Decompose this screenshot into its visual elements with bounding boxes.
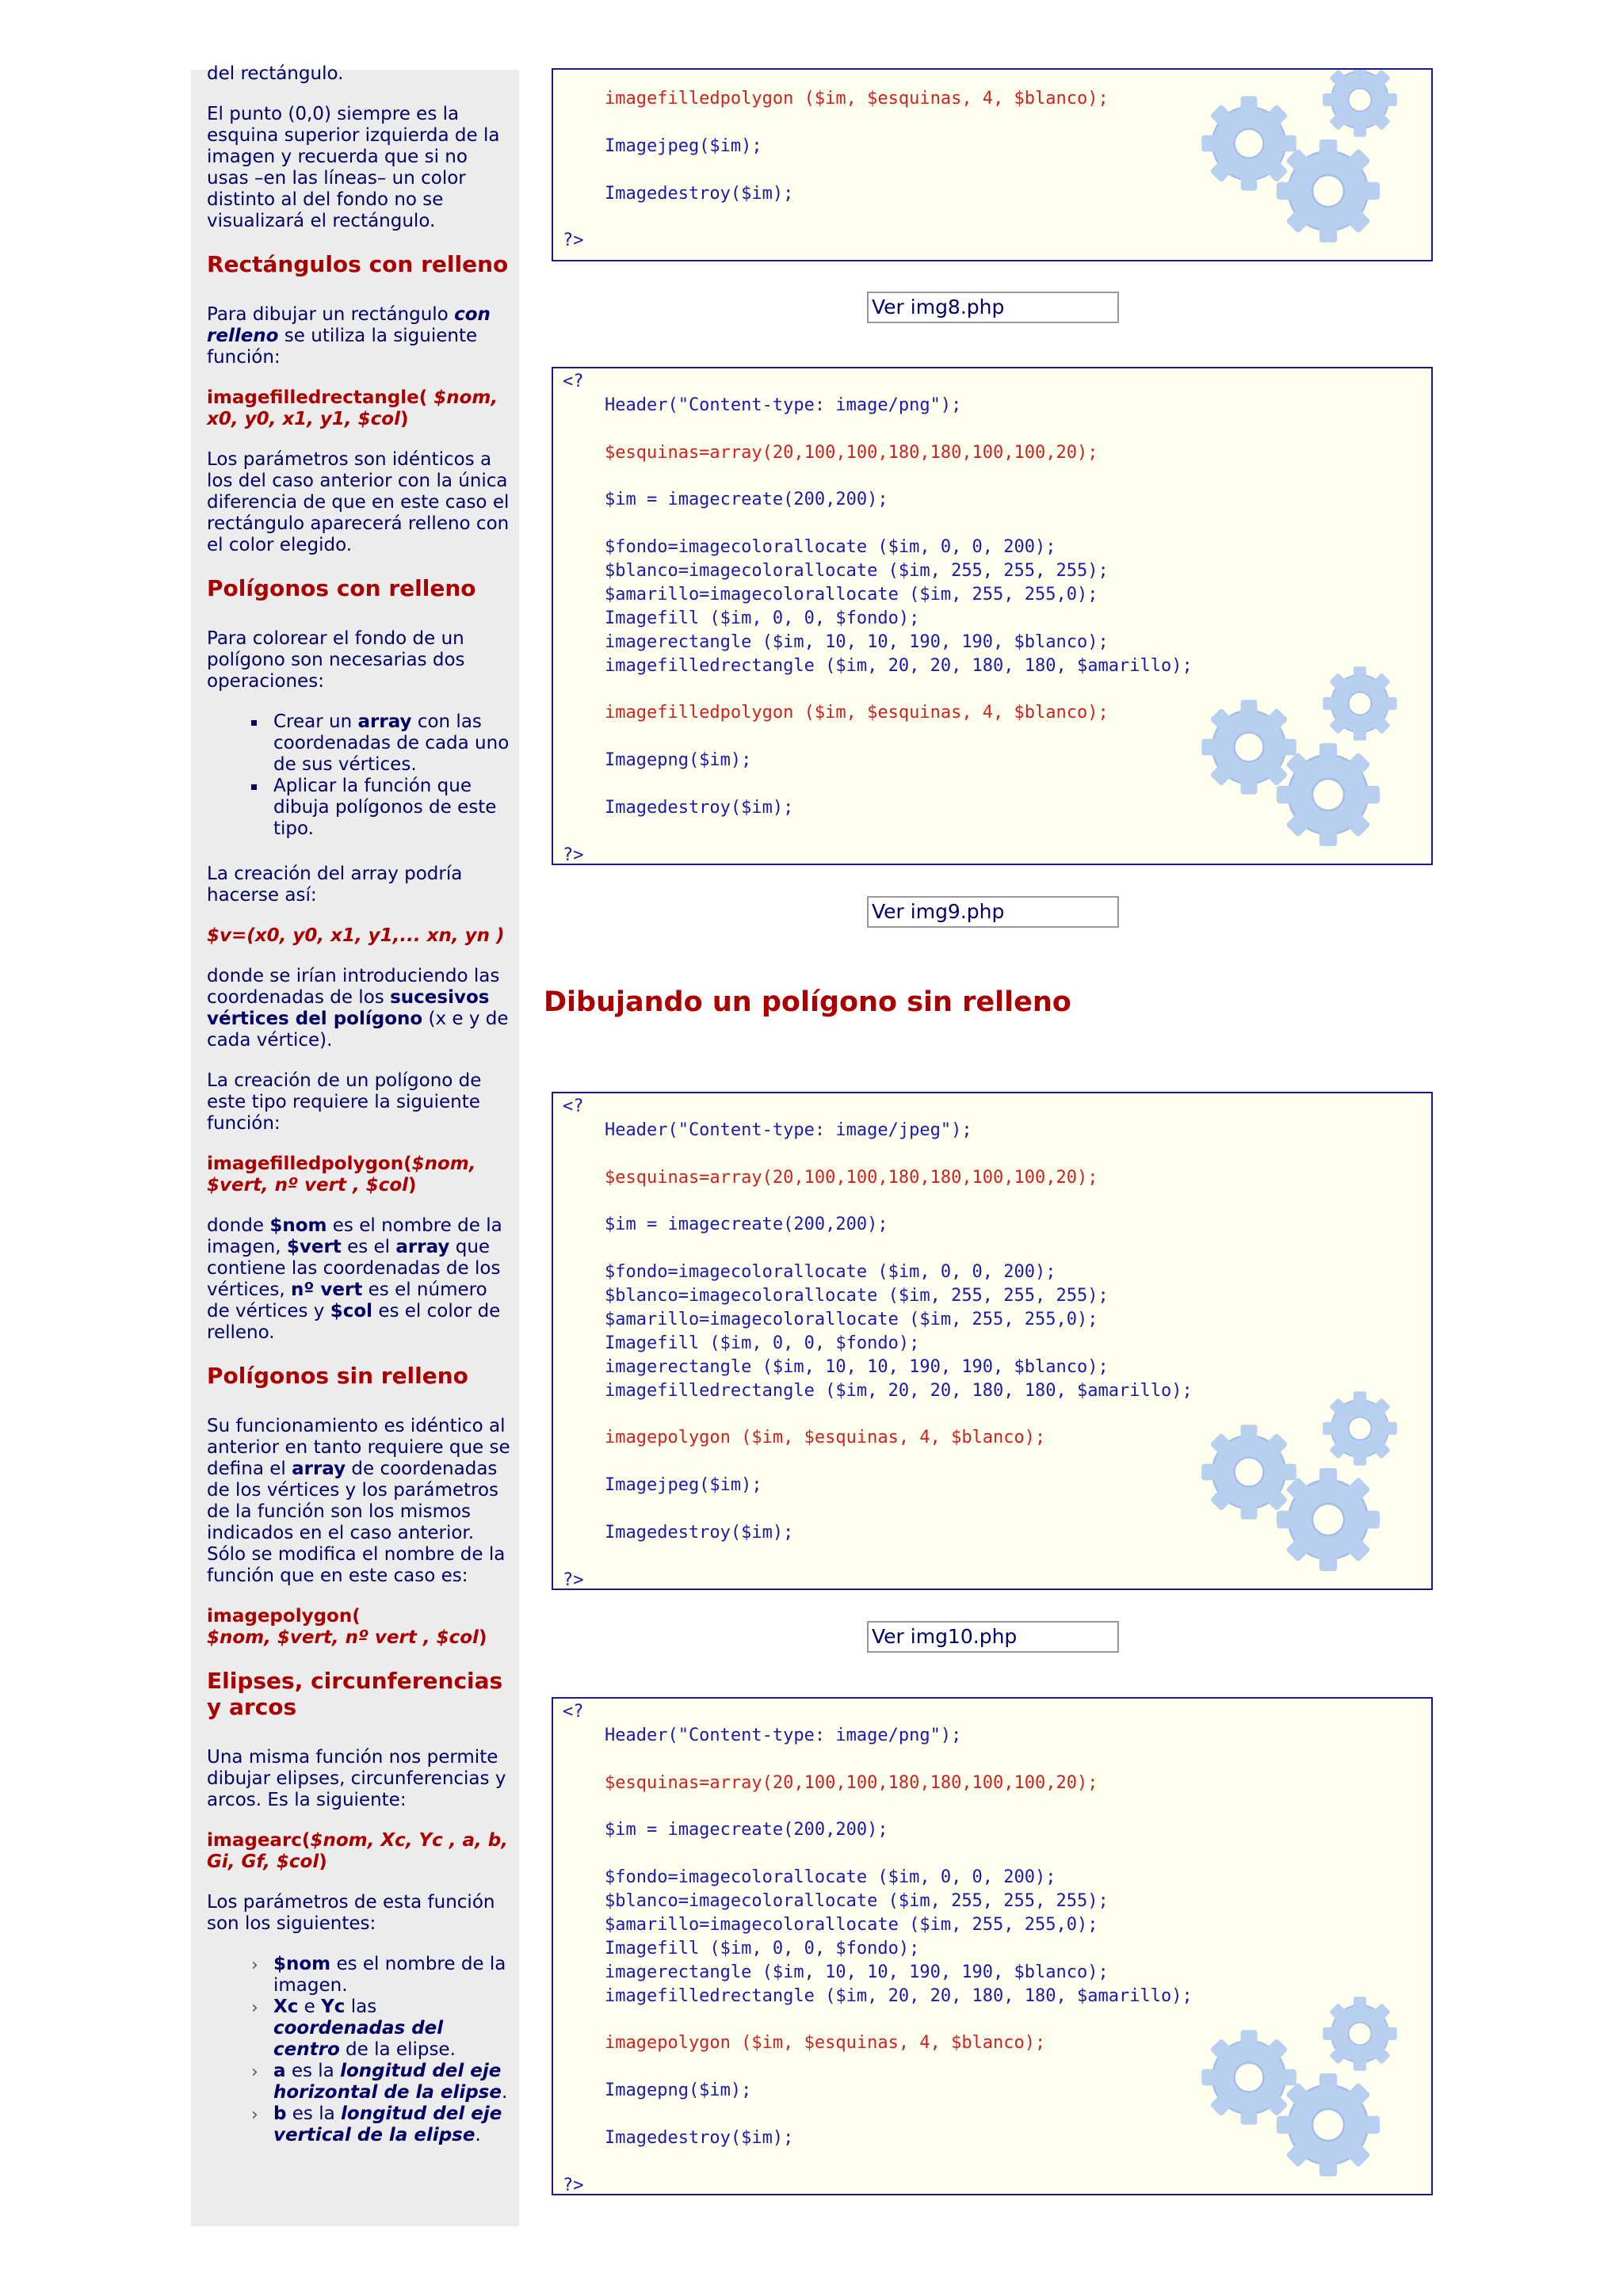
code-line xyxy=(563,1190,1431,1214)
text: (x e y de cada vértice). xyxy=(207,1009,509,1051)
paragraph-origin: El punto (0,0) siempre es la esquina superior izquierda de la imagen y recuerda que si no usas –en las líneas– un color distinto al del fondo no se visualizará el rectángulo. xyxy=(207,104,500,231)
code-line: $blanco=imagecolorallocate ($im, 255, 255, 255); xyxy=(563,1286,1109,1306)
code-line: <? xyxy=(563,372,584,391)
code-line: $fondo=imagecolorallocate ($im, 0, 0, 200); xyxy=(563,537,1056,558)
function-args: $nom, $vert, nº vert , $col xyxy=(207,1627,479,1648)
text: con las coordenadas de cada uno de sus vértices. xyxy=(273,711,510,775)
paragraph-arc-params: Los parámetros de esta función son los siguientes: xyxy=(207,1892,495,1934)
text: Crear un xyxy=(273,711,358,732)
code-line: imagefilledpolygon ($im, $esquinas, 4, $blanco); xyxy=(563,89,1109,109)
code-line: Imagefill ($im, 0, 0, $fondo); xyxy=(563,608,920,628)
code-line: $im = imagecreate(200,200); xyxy=(563,1215,888,1235)
function-signature-polygon xyxy=(207,1606,511,1649)
code-block-1 xyxy=(552,68,1433,261)
text-strong: sucesivos vértices del polígono xyxy=(207,987,490,1029)
text-strong: array xyxy=(292,1459,346,1479)
heading-ellipse: Elipses, circunferencias y arcos xyxy=(207,1668,503,1720)
paragraph-poly-intro: Para colorear el fondo de un polígono son necesarias dos operaciones: xyxy=(207,628,465,692)
list-item xyxy=(273,1954,511,1997)
function-args: $nom, Xc, Yc , a, b, Gi, Gf, $col xyxy=(207,1830,508,1872)
text: Aplicar la función que dibuja polígonos de este tipo. xyxy=(273,776,497,839)
text: es el número de vértices y xyxy=(207,1280,487,1322)
text: es el color de relleno. xyxy=(207,1301,501,1343)
function-close: ) xyxy=(319,1852,327,1872)
poly-steps-list xyxy=(207,711,511,840)
code-line xyxy=(563,1842,1431,1866)
array-formula xyxy=(207,925,511,947)
code-line: $esquinas=array(20,100,100,180,180,100,100,20); xyxy=(563,1772,1098,1793)
list-item xyxy=(273,1997,511,2061)
code-line: ?> xyxy=(563,2175,584,2195)
arc-params-list xyxy=(207,1954,511,2146)
code-line: Imagedestroy($im); xyxy=(563,183,794,204)
text-strong: b xyxy=(273,2103,287,2124)
function-args: $nom, $vert, nº vert , $col xyxy=(207,1154,476,1196)
code-line: $amarillo=imagecolorallocate ($im, 255, 255,0); xyxy=(563,585,1098,605)
paragraph-nofill xyxy=(207,1416,511,1587)
code-line xyxy=(563,1142,1431,1166)
code-line: Imagedestroy($im); xyxy=(563,1523,794,1543)
paragraph-rect-fill xyxy=(207,304,511,368)
function-signature-imagearc xyxy=(207,1830,511,1873)
text: es la xyxy=(286,2103,342,2124)
function-signature-filledpolygon xyxy=(207,1154,511,1196)
code-line: $im = imagecreate(200,200); xyxy=(563,1820,888,1840)
text: de la elipse. xyxy=(339,2039,456,2060)
code-line: ?> xyxy=(563,845,584,865)
paragraph-top: del rectángulo. xyxy=(207,63,344,84)
text: Para dibujar un rectángulo xyxy=(207,304,455,325)
text: donde se irían introduciendo las coordenadas de los xyxy=(207,966,500,1008)
function-name: imagefilledpolygon( xyxy=(207,1154,412,1174)
text-strong: array xyxy=(395,1237,450,1257)
function-close: ) xyxy=(399,409,409,429)
gears-icon xyxy=(1193,1381,1423,1579)
text: . xyxy=(501,2082,508,2103)
function-name: imagearc( xyxy=(207,1830,311,1851)
paragraph-array xyxy=(207,966,511,1051)
section-title: Dibujando un polígono sin relleno xyxy=(544,986,1071,1018)
text-emphasis: con relleno xyxy=(207,304,491,346)
text-strong: $nom xyxy=(273,1954,331,1974)
text: . xyxy=(475,2125,481,2145)
code-line: Imagedestroy($im); xyxy=(563,2128,794,2149)
text: se utiliza la siguiente función: xyxy=(207,326,478,368)
function-signature-filledrectangle xyxy=(207,387,511,430)
code-line: imagefilledrectangle ($im, 20, 20, 180, 180, $amarillo); xyxy=(563,1985,1193,2006)
code-line xyxy=(563,1795,1431,1819)
code-line: Imagedestroy($im); xyxy=(563,798,794,818)
heading-poly-nofill: Polígonos sin relleno xyxy=(207,1363,468,1389)
code-line: imagerectangle ($im, 10, 10, 190, 190, $blanco); xyxy=(563,1356,1109,1377)
code-line: $esquinas=array(20,100,100,180,180,100,100,20); xyxy=(563,442,1098,463)
code-line: imagefilledrectangle ($im, 20, 20, 180, 180, $amarillo); xyxy=(563,1380,1193,1401)
paragraph-poly-func-intro: La creación de un polígono de este tipo requiere la siguiente función: xyxy=(207,1070,482,1134)
code-line xyxy=(563,1748,1431,1772)
view-img9-button[interactable]: Ver img9.php xyxy=(867,896,1119,928)
view-img8-button[interactable]: Ver img8.php xyxy=(867,292,1119,323)
code-line: $blanco=imagecolorallocate ($im, 255, 255, 255); xyxy=(563,561,1109,582)
sidebar xyxy=(191,63,519,2226)
text-strong: coordenadas del centro xyxy=(273,2018,444,2060)
code-line: imagefilledrectangle ($im, 20, 20, 180, 180, $amarillo); xyxy=(563,655,1193,676)
code-line: $amarillo=imagecolorallocate ($im, 255, 255,0); xyxy=(563,1915,1098,1936)
view-img10-button[interactable]: Ver img10.php xyxy=(867,1621,1119,1653)
code-line: $esquinas=array(20,100,100,180,180,100,100,20); xyxy=(563,1167,1098,1188)
code-line: Imagefill ($im, 0, 0, $fondo); xyxy=(563,1938,920,1958)
code-line: Imagefill ($im, 0, 0, $fondo); xyxy=(563,1333,920,1353)
gears-icon xyxy=(1193,1986,1423,2184)
code-line: Imagejpeg($im); xyxy=(563,1475,762,1496)
list-item xyxy=(273,711,511,776)
code-line: Header("Content-type: image/png"); xyxy=(563,1725,962,1745)
list-item xyxy=(273,2061,511,2103)
code-line: <? xyxy=(563,1702,584,1722)
code-line: $fondo=imagecolorallocate ($im, 0, 0, 200); xyxy=(563,1867,1056,1888)
function-name: imagefilledrectangle( xyxy=(207,387,434,408)
paragraph-ellipse: Una misma función nos permite dibujar elipses, circunferencias y arcos. Es la siguiente: xyxy=(207,1747,506,1810)
paragraph-params-desc xyxy=(207,1215,511,1344)
gears-icon xyxy=(1193,656,1423,854)
code-line: imagerectangle ($im, 10, 10, 190, 190, $blanco); xyxy=(563,631,1109,652)
text-strong: array xyxy=(357,711,412,732)
list-item xyxy=(273,776,511,840)
text-strong: $col xyxy=(330,1301,373,1322)
function-close: ) xyxy=(478,1627,487,1648)
text: es el nombre de la imagen, xyxy=(207,1215,502,1257)
heading-rect-fill: Rectángulos con relleno xyxy=(207,251,509,277)
code-block-2 xyxy=(552,367,1433,865)
code-block-3 xyxy=(552,1092,1433,1590)
code-line: ?> xyxy=(563,231,584,251)
code-line xyxy=(563,465,1431,489)
function-name: imagepolygon( xyxy=(207,1606,361,1627)
code-line: $amarillo=imagecolorallocate ($im, 255, 255,0); xyxy=(563,1310,1098,1330)
text-strong: longitud del eje horizontal de la elipse xyxy=(273,2061,502,2103)
text: e xyxy=(298,1997,322,2017)
code-line: imagepolygon ($im, $esquinas, 4, $blanco); xyxy=(563,1428,1046,1448)
code-line xyxy=(563,418,1431,441)
code-line: Header("Content-type: image/png"); xyxy=(563,395,962,415)
text: que contiene las coordenadas de los vértices, xyxy=(207,1237,501,1300)
paragraph-array-intro: La creación del array podría hacerse así: xyxy=(207,864,463,906)
code-line: Imagepng($im); xyxy=(563,750,752,771)
code-line: Header("Content-type: image/jpeg"); xyxy=(563,1119,972,1140)
text: donde xyxy=(207,1215,270,1236)
text: Su funcionamiento es idéntico al anterior en tanto requiere que se defina el xyxy=(207,1416,510,1479)
text-strong: $vert xyxy=(286,1237,342,1257)
code-line: $blanco=imagecolorallocate ($im, 255, 255, 255); xyxy=(563,1891,1109,1912)
code-line: $fondo=imagecolorallocate ($im, 0, 0, 200); xyxy=(563,1262,1056,1283)
text: es el nombre de la imagen. xyxy=(273,1954,506,1996)
code-line: Imagepng($im); xyxy=(563,2081,752,2101)
text-strong: nº vert xyxy=(291,1280,363,1300)
gears-icon xyxy=(1193,68,1423,250)
text-strong: Yc xyxy=(321,1997,346,2017)
code-line: $im = imagecreate(200,200); xyxy=(563,490,888,510)
text: de coordenadas de los vértices y los parámetros de la función son los mismos indicados en el caso anterior. Sólo se modifica el nombre de la función que en este caso es: xyxy=(207,1459,506,1586)
text: es la xyxy=(285,2061,341,2081)
code-line xyxy=(563,1237,1431,1261)
paragraph-rect-params: Los parámetros son idénticos a los del caso anterior con la única diferencia de que en este caso el rectángulo aparecerá relleno con el color elegido. xyxy=(207,449,510,555)
code-line: imagerectangle ($im, 10, 10, 190, 190, $blanco); xyxy=(563,1962,1109,1982)
array-formula-text: $v=(x0, y0, x1, y1,... xn, yn ) xyxy=(207,925,505,946)
code-line xyxy=(563,512,1431,536)
text: las xyxy=(345,1997,377,2017)
text-strong: Xc xyxy=(273,1997,299,2017)
list-item xyxy=(273,2103,511,2146)
code-line: imagefilledpolygon ($im, $esquinas, 4, $blanco); xyxy=(563,703,1109,723)
function-close: ) xyxy=(408,1175,417,1196)
text-strong: a xyxy=(273,2061,286,2081)
text-strong: longitud del eje vertical de la elipse xyxy=(273,2103,502,2145)
text-strong: $nom xyxy=(269,1215,327,1236)
code-line: Imagejpeg($im); xyxy=(563,135,762,156)
function-args: $nom, x0, y0, x1, y1, $col xyxy=(207,387,498,429)
code-line: ?> xyxy=(563,1569,584,1590)
text: es el xyxy=(341,1237,396,1257)
code-line: imagepolygon ($im, $esquinas, 4, $blanco); xyxy=(563,2033,1046,2054)
code-line: <? xyxy=(563,1097,584,1116)
code-block-4 xyxy=(552,1697,1433,2195)
sidebar-content xyxy=(207,63,511,2146)
heading-poly-fill: Polígonos con relleno xyxy=(207,575,476,601)
